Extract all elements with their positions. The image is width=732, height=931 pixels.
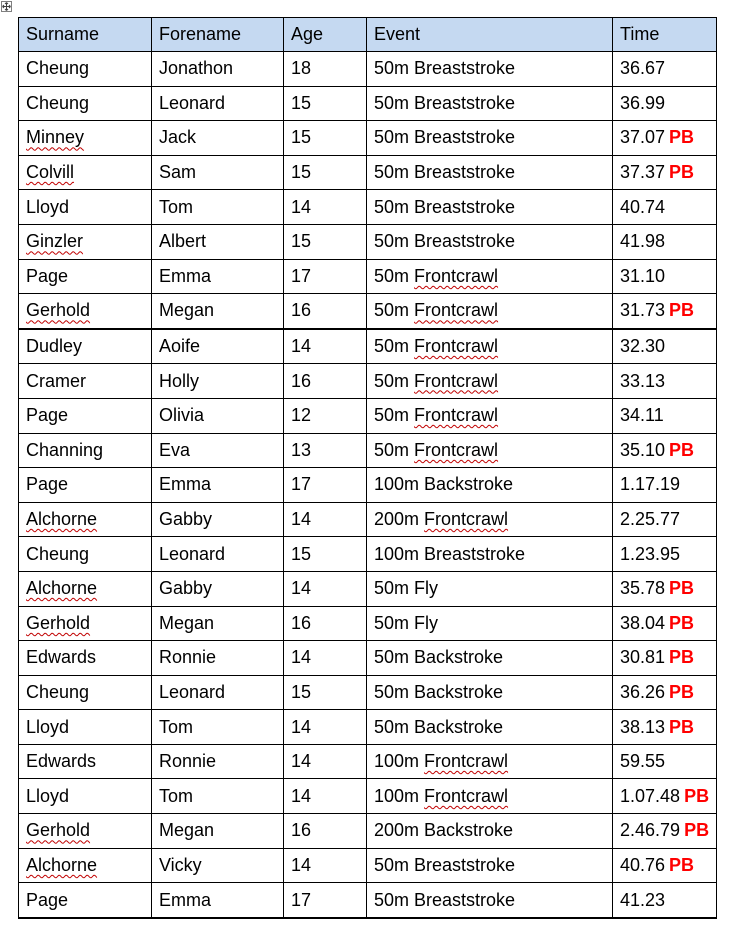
cell-event bbox=[367, 294, 613, 329]
cell-forename: Aoife bbox=[152, 329, 284, 364]
table-row bbox=[19, 190, 717, 225]
personal-best-badge: PB bbox=[669, 854, 695, 875]
cell-surname bbox=[19, 224, 152, 259]
surname-text: Edwards bbox=[26, 751, 97, 772]
event-stroke: Frontcrawl bbox=[414, 300, 499, 321]
table-row bbox=[19, 606, 717, 641]
cell-surname bbox=[19, 329, 152, 364]
time-value: 37.37 bbox=[620, 162, 666, 183]
table-row bbox=[19, 329, 717, 364]
cell-age: 15 bbox=[284, 86, 367, 121]
cell-time bbox=[613, 710, 717, 745]
table-row bbox=[19, 675, 717, 710]
cell-surname bbox=[19, 571, 152, 606]
event-distance: 50m bbox=[374, 439, 415, 460]
cell-time bbox=[613, 468, 717, 503]
surname-text: Ginzler bbox=[26, 231, 84, 252]
column-header-event: Event bbox=[367, 18, 613, 52]
table-row bbox=[19, 433, 717, 468]
event-stroke: Frontcrawl bbox=[414, 439, 499, 460]
surname-text: Gerhold bbox=[26, 820, 91, 841]
cell-forename: Leonard bbox=[152, 86, 284, 121]
cell-forename: Sam bbox=[152, 155, 284, 190]
event-distance: 50m bbox=[374, 370, 415, 391]
surname-text: Page bbox=[26, 405, 69, 426]
cell-event bbox=[367, 398, 613, 433]
time-value: 31.10 bbox=[620, 265, 666, 286]
event-stroke: Backstroke bbox=[424, 820, 514, 841]
event-stroke: Backstroke bbox=[414, 647, 504, 668]
event-distance: 50m bbox=[374, 162, 415, 183]
personal-best-badge: PB bbox=[669, 681, 695, 702]
time-value: 2.25.77 bbox=[620, 509, 681, 530]
event-stroke: Frontcrawl bbox=[424, 785, 509, 806]
event-stroke: Fly bbox=[414, 578, 439, 599]
table-row bbox=[19, 848, 717, 883]
event-stroke: Backstroke bbox=[414, 681, 504, 702]
table-row bbox=[19, 710, 717, 745]
event-distance: 200m bbox=[374, 820, 425, 841]
table-row bbox=[19, 224, 717, 259]
personal-best-badge: PB bbox=[669, 716, 695, 737]
table-row bbox=[19, 502, 717, 537]
cell-age: 17 bbox=[284, 259, 367, 294]
surname-text: Alchorne bbox=[26, 509, 98, 530]
surname-text: Colvill bbox=[26, 162, 75, 183]
surname-text: Page bbox=[26, 889, 69, 910]
cell-surname bbox=[19, 433, 152, 468]
cell-surname bbox=[19, 502, 152, 537]
surname-text: Alchorne bbox=[26, 578, 98, 599]
cell-event bbox=[367, 86, 613, 121]
cell-forename: Jonathon bbox=[152, 52, 284, 87]
cell-event bbox=[367, 744, 613, 779]
personal-best-badge: PB bbox=[669, 127, 695, 148]
cell-age: 16 bbox=[284, 606, 367, 641]
surname-text: Dudley bbox=[26, 336, 83, 357]
surname-text: Page bbox=[26, 474, 69, 495]
cell-forename: Leonard bbox=[152, 675, 284, 710]
cell-age: 17 bbox=[284, 468, 367, 503]
cell-event bbox=[367, 571, 613, 606]
surname-text: Cheung bbox=[26, 543, 90, 564]
cell-forename: Megan bbox=[152, 294, 284, 329]
cell-age: 14 bbox=[284, 710, 367, 745]
time-value: 41.98 bbox=[620, 231, 666, 252]
cell-time bbox=[613, 190, 717, 225]
cell-age: 14 bbox=[284, 744, 367, 779]
cell-time bbox=[613, 224, 717, 259]
cell-age: 12 bbox=[284, 398, 367, 433]
personal-best-badge: PB bbox=[669, 578, 695, 599]
cell-event bbox=[367, 468, 613, 503]
event-distance: 50m bbox=[374, 854, 415, 875]
cell-event bbox=[367, 848, 613, 883]
cell-time bbox=[613, 675, 717, 710]
cell-event bbox=[367, 121, 613, 156]
cell-time bbox=[613, 502, 717, 537]
event-stroke: Frontcrawl bbox=[414, 265, 499, 286]
cell-forename: Olivia bbox=[152, 398, 284, 433]
time-value: 36.99 bbox=[620, 92, 666, 113]
cell-event bbox=[367, 883, 613, 918]
event-distance: 50m bbox=[374, 889, 415, 910]
cell-time bbox=[613, 641, 717, 676]
surname-text: Lloyd bbox=[26, 716, 70, 737]
cell-event bbox=[367, 710, 613, 745]
time-value: 32.30 bbox=[620, 336, 666, 357]
event-distance: 50m bbox=[374, 231, 415, 252]
cell-time bbox=[613, 398, 717, 433]
cell-time bbox=[613, 329, 717, 364]
cell-age: 14 bbox=[284, 502, 367, 537]
personal-best-badge: PB bbox=[669, 162, 695, 183]
table-row bbox=[19, 571, 717, 606]
time-value: 2.46.79 bbox=[620, 820, 681, 841]
cell-forename: Gabby bbox=[152, 571, 284, 606]
cell-age: 14 bbox=[284, 779, 367, 814]
table-body bbox=[19, 52, 717, 918]
cell-surname bbox=[19, 537, 152, 572]
cell-time bbox=[613, 86, 717, 121]
event-distance: 100m bbox=[374, 751, 425, 772]
event-distance: 50m bbox=[374, 612, 415, 633]
table-row bbox=[19, 537, 717, 572]
cell-age: 16 bbox=[284, 814, 367, 849]
surname-text: Cheung bbox=[26, 58, 90, 79]
time-value: 41.23 bbox=[620, 889, 666, 910]
surname-text: Cheung bbox=[26, 681, 90, 702]
personal-best-badge: PB bbox=[669, 612, 695, 633]
surname-text: Channing bbox=[26, 439, 104, 460]
surname-text: Minney bbox=[26, 127, 85, 148]
event-stroke: Breaststroke bbox=[414, 162, 516, 183]
cell-age: 13 bbox=[284, 433, 367, 468]
event-distance: 50m bbox=[374, 92, 415, 113]
cell-age: 14 bbox=[284, 848, 367, 883]
personal-best-badge: PB bbox=[669, 439, 695, 460]
time-value: 40.76 bbox=[620, 854, 666, 875]
table-row bbox=[19, 744, 717, 779]
cell-age: 15 bbox=[284, 537, 367, 572]
table-row bbox=[19, 468, 717, 503]
cell-age: 14 bbox=[284, 641, 367, 676]
time-value: 31.73 bbox=[620, 300, 666, 321]
personal-best-badge: PB bbox=[669, 300, 695, 321]
cell-forename: Leonard bbox=[152, 537, 284, 572]
event-stroke: Frontcrawl bbox=[414, 405, 499, 426]
cell-forename: Vicky bbox=[152, 848, 284, 883]
cell-age: 18 bbox=[284, 52, 367, 87]
table-row bbox=[19, 364, 717, 399]
move-arrows-icon bbox=[2, 2, 11, 11]
surname-text: Gerhold bbox=[26, 612, 91, 633]
cell-event bbox=[367, 779, 613, 814]
event-stroke: Fly bbox=[414, 612, 439, 633]
event-stroke: Breaststroke bbox=[414, 854, 516, 875]
cell-forename: Gabby bbox=[152, 502, 284, 537]
cell-event bbox=[367, 155, 613, 190]
personal-best-badge: PB bbox=[684, 820, 710, 841]
cell-age: 15 bbox=[284, 121, 367, 156]
cell-surname bbox=[19, 606, 152, 641]
time-value: 35.10 bbox=[620, 439, 666, 460]
cell-age: 17 bbox=[284, 883, 367, 918]
cell-age: 14 bbox=[284, 329, 367, 364]
cell-surname bbox=[19, 86, 152, 121]
cell-time bbox=[613, 814, 717, 849]
time-value: 36.67 bbox=[620, 58, 666, 79]
time-value: 37.07 bbox=[620, 127, 666, 148]
event-distance: 50m bbox=[374, 300, 415, 321]
cell-forename: Eva bbox=[152, 433, 284, 468]
personal-best-badge: PB bbox=[669, 647, 695, 668]
cell-forename: Tom bbox=[152, 779, 284, 814]
cell-event bbox=[367, 641, 613, 676]
event-stroke: Frontcrawl bbox=[414, 336, 499, 357]
table-row bbox=[19, 259, 717, 294]
cell-forename: Tom bbox=[152, 710, 284, 745]
header-row bbox=[19, 18, 717, 52]
table-row bbox=[19, 86, 717, 121]
cell-surname bbox=[19, 883, 152, 918]
event-stroke: Backstroke bbox=[414, 716, 504, 737]
personal-best-badge: PB bbox=[684, 785, 710, 806]
cell-age: 16 bbox=[284, 294, 367, 329]
cell-age: 15 bbox=[284, 155, 367, 190]
surname-text: Cheung bbox=[26, 92, 90, 113]
time-value: 38.13 bbox=[620, 716, 666, 737]
column-header-age: Age bbox=[284, 18, 367, 52]
cell-surname bbox=[19, 294, 152, 329]
cell-surname bbox=[19, 814, 152, 849]
cell-time bbox=[613, 883, 717, 918]
cell-event bbox=[367, 190, 613, 225]
cell-event bbox=[367, 329, 613, 364]
cell-surname bbox=[19, 710, 152, 745]
event-stroke: Frontcrawl bbox=[414, 370, 499, 391]
results-table bbox=[18, 17, 717, 919]
cell-event bbox=[367, 433, 613, 468]
surname-text: Page bbox=[26, 265, 69, 286]
cell-event bbox=[367, 814, 613, 849]
cell-surname bbox=[19, 190, 152, 225]
cell-forename: Holly bbox=[152, 364, 284, 399]
cell-surname bbox=[19, 398, 152, 433]
time-value: 38.04 bbox=[620, 612, 666, 633]
column-header-surname: Surname bbox=[19, 18, 152, 52]
cell-surname bbox=[19, 641, 152, 676]
time-value: 30.81 bbox=[620, 647, 666, 668]
cell-surname bbox=[19, 744, 152, 779]
cell-surname bbox=[19, 779, 152, 814]
event-distance: 50m bbox=[374, 647, 415, 668]
cell-event bbox=[367, 224, 613, 259]
cell-age: 14 bbox=[284, 190, 367, 225]
cell-surname bbox=[19, 155, 152, 190]
cell-time bbox=[613, 744, 717, 779]
surname-text: Cramer bbox=[26, 370, 87, 391]
cell-forename: Megan bbox=[152, 606, 284, 641]
surname-text: Gerhold bbox=[26, 300, 91, 321]
table-row bbox=[19, 641, 717, 676]
event-stroke: Frontcrawl bbox=[424, 509, 509, 530]
cell-surname bbox=[19, 364, 152, 399]
table-row bbox=[19, 52, 717, 87]
time-value: 34.11 bbox=[620, 405, 664, 426]
event-stroke: Breaststroke bbox=[414, 58, 516, 79]
column-header-time: Time bbox=[613, 18, 717, 52]
event-distance: 50m bbox=[374, 58, 415, 79]
surname-text: Alchorne bbox=[26, 854, 98, 875]
cell-surname bbox=[19, 468, 152, 503]
event-distance: 100m bbox=[374, 543, 425, 564]
time-value: 40.74 bbox=[620, 196, 666, 217]
event-distance: 50m bbox=[374, 336, 415, 357]
time-value: 36.26 bbox=[620, 681, 666, 702]
event-distance: 50m bbox=[374, 578, 415, 599]
surname-text: Lloyd bbox=[26, 196, 70, 217]
time-value: 1.23.95 bbox=[620, 543, 681, 564]
event-stroke: Breaststroke bbox=[414, 127, 516, 148]
cell-age: 15 bbox=[284, 675, 367, 710]
table-move-handle-icon[interactable] bbox=[1, 1, 12, 12]
event-distance: 100m bbox=[374, 474, 425, 495]
event-stroke: Backstroke bbox=[424, 474, 514, 495]
cell-forename: Megan bbox=[152, 814, 284, 849]
cell-time bbox=[613, 571, 717, 606]
column-header-forename: Forename bbox=[152, 18, 284, 52]
cell-age: 16 bbox=[284, 364, 367, 399]
cell-forename: Ronnie bbox=[152, 744, 284, 779]
cell-age: 15 bbox=[284, 224, 367, 259]
cell-time bbox=[613, 294, 717, 329]
cell-time bbox=[613, 433, 717, 468]
cell-time bbox=[613, 155, 717, 190]
cell-forename: Albert bbox=[152, 224, 284, 259]
table-row bbox=[19, 814, 717, 849]
event-distance: 50m bbox=[374, 196, 415, 217]
cell-event bbox=[367, 364, 613, 399]
table-row bbox=[19, 883, 717, 918]
event-distance: 50m bbox=[374, 716, 415, 737]
cell-time bbox=[613, 364, 717, 399]
cell-forename: Ronnie bbox=[152, 641, 284, 676]
table-row bbox=[19, 155, 717, 190]
event-stroke: Breaststroke bbox=[414, 231, 516, 252]
cell-surname bbox=[19, 259, 152, 294]
surname-text: Lloyd bbox=[26, 785, 70, 806]
time-value: 35.78 bbox=[620, 578, 666, 599]
cell-event bbox=[367, 537, 613, 572]
table-row bbox=[19, 779, 717, 814]
table-row bbox=[19, 398, 717, 433]
event-distance: 100m bbox=[374, 785, 425, 806]
event-distance: 200m bbox=[374, 509, 425, 530]
event-stroke: Frontcrawl bbox=[424, 751, 509, 772]
cell-surname bbox=[19, 848, 152, 883]
cell-forename: Emma bbox=[152, 259, 284, 294]
cell-forename: Emma bbox=[152, 468, 284, 503]
cell-time bbox=[613, 52, 717, 87]
event-distance: 50m bbox=[374, 405, 415, 426]
table-row bbox=[19, 294, 717, 329]
event-distance: 50m bbox=[374, 127, 415, 148]
event-stroke: Breaststroke bbox=[424, 543, 526, 564]
cell-surname bbox=[19, 675, 152, 710]
cell-event bbox=[367, 675, 613, 710]
cell-time bbox=[613, 848, 717, 883]
event-stroke: Breaststroke bbox=[414, 889, 516, 910]
cell-forename: Emma bbox=[152, 883, 284, 918]
event-distance: 50m bbox=[374, 681, 415, 702]
event-distance: 50m bbox=[374, 265, 415, 286]
cell-surname bbox=[19, 52, 152, 87]
time-value: 59.55 bbox=[620, 751, 666, 772]
cell-time bbox=[613, 606, 717, 641]
cell-forename: Jack bbox=[152, 121, 284, 156]
event-stroke: Breaststroke bbox=[414, 92, 516, 113]
table-row bbox=[19, 121, 717, 156]
time-value: 1.17.19 bbox=[620, 474, 681, 495]
cell-time bbox=[613, 779, 717, 814]
cell-age: 14 bbox=[284, 571, 367, 606]
cell-forename: Tom bbox=[152, 190, 284, 225]
cell-time bbox=[613, 121, 717, 156]
cell-event bbox=[367, 502, 613, 537]
cell-time bbox=[613, 537, 717, 572]
cell-surname bbox=[19, 121, 152, 156]
cell-event bbox=[367, 259, 613, 294]
cell-event bbox=[367, 606, 613, 641]
time-value: 33.13 bbox=[620, 370, 666, 391]
surname-text: Edwards bbox=[26, 647, 97, 668]
time-value: 1.07.48 bbox=[620, 785, 681, 806]
cell-event bbox=[367, 52, 613, 87]
cell-time bbox=[613, 259, 717, 294]
event-stroke: Breaststroke bbox=[414, 196, 516, 217]
